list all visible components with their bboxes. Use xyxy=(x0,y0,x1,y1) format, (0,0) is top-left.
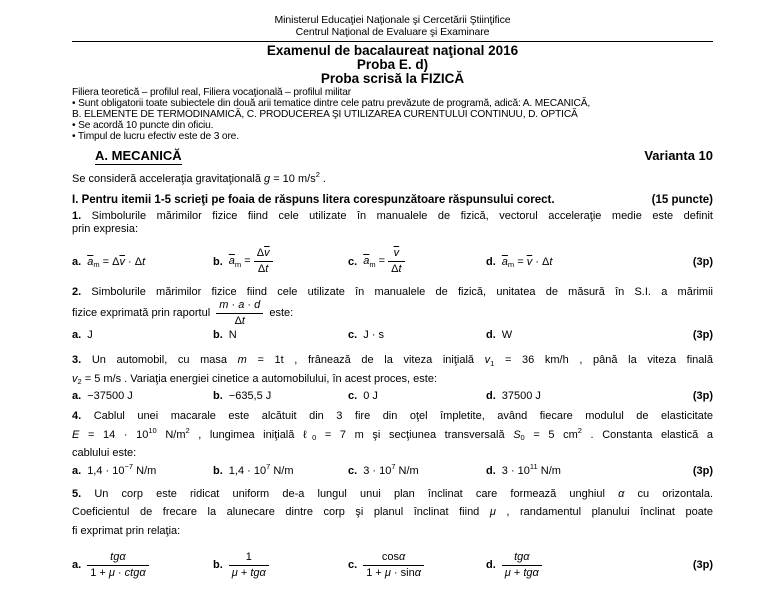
answer-value: −635,5 J xyxy=(228,390,272,403)
answer-value: $1,4 \cdot 10^7$ N/m xyxy=(228,462,294,477)
answer-formula: $\overline{a}_m$ = $\frac{\overline{v}}{\Delta t}$ xyxy=(363,247,404,275)
answer-option-3b xyxy=(213,390,348,402)
evaluation-center-name: Centrul Naţional de Evaluare şi Examinare xyxy=(295,26,490,38)
question-4-text-line-3: cablului este: xyxy=(72,447,137,460)
filiera-line: Filiera teoretică – profilul real, Filiera vocaţională – profilul militar xyxy=(72,87,351,98)
answer-label: d. xyxy=(486,559,496,572)
answer-value: J xyxy=(87,329,93,342)
question-1 xyxy=(72,210,713,283)
exam-proba: Proba E. d) xyxy=(356,57,429,72)
question-4 xyxy=(72,407,713,477)
answer-value: J · s xyxy=(363,329,384,342)
bullet-subjects-line-1: • Sunt obligatorii toate subiectele din două arii tematice dintre cele patru prevăzute de programă, adică: A. MECANICĂ, xyxy=(72,97,591,109)
gravity-note: Se consideră acceleraţia gravitaţională g = 10 $m/s^2$ . xyxy=(72,170,326,185)
answer-label: c. xyxy=(348,559,358,572)
question-5-text-line-2: Coeficientul de frecare la alunecare dintre corp şi planul înclinat fiind μ , randamentul planului înclinat poate xyxy=(72,506,713,519)
question-2 xyxy=(72,286,713,342)
question-5-text-line-1: 5. Un corp este ridicat uniform de-a lungul unui plan înclinat care formează unghiul α cu orizontala. xyxy=(72,487,714,500)
answer-option-4c xyxy=(348,462,486,477)
answer-option-1a xyxy=(72,256,213,268)
answer-option-2b xyxy=(213,329,348,341)
answer-value: 37500 J xyxy=(501,390,541,403)
answer-formula: $\frac{\text{tgα}}{\text{μ + tgα}}$ xyxy=(502,551,542,579)
answer-option-4b xyxy=(213,462,348,477)
answer-label: b. xyxy=(213,464,223,477)
answer-option-3d xyxy=(486,390,693,402)
answer-label: b. xyxy=(213,390,223,403)
answer-value: $1,4 \cdot 10^{-7}$ N/m xyxy=(87,462,157,477)
answer-option-5d xyxy=(486,551,693,579)
answer-option-2a xyxy=(72,329,213,341)
exam-title: Examenul de bacalaureat naţional 2016 xyxy=(266,43,519,58)
answer-option-1c xyxy=(348,247,486,275)
answer-formula: $\frac{1}{\text{μ + tgα}}$ xyxy=(229,551,269,579)
answer-formula: $\overline{a}_m$ = $\frac{\Delta\overline{v}}{\Delta t}$ xyxy=(229,247,273,275)
question-1-answers xyxy=(72,241,713,283)
answer-label: d. xyxy=(486,464,496,477)
question-3-points: (3p) xyxy=(692,390,713,403)
answer-label: c. xyxy=(348,329,358,342)
question-5-text-line-3: fi exprimat prin relaţia: xyxy=(72,524,181,537)
answer-label: a. xyxy=(72,329,82,342)
answer-option-3a xyxy=(72,390,213,402)
question-2-text-line-1: 2. Simbolurile mărimilor fizice fiind cele utilizate în manualele de fizică, unitatea de măsură în S.I. a mărimii xyxy=(72,285,713,298)
answer-label: a. xyxy=(72,390,82,403)
answer-option-3c xyxy=(348,390,486,402)
answer-label: c. xyxy=(348,255,358,268)
question-5-answers xyxy=(72,544,713,586)
answer-value: N xyxy=(228,329,237,342)
question-4-points: (3p) xyxy=(692,464,713,477)
question-4-text-line-1: 4. Cablul unei macarale este alcătuit din 3 fire din oţel împletite, având fiecare modulul de elasticitate xyxy=(72,410,713,423)
answer-formula: $\overline{a}_m = \Delta\overline{v} \cdot \Delta t$ xyxy=(87,255,146,270)
answer-label: b. xyxy=(213,559,223,572)
question-2-text-line-2: fizice exprimată prin raportul $\frac{m \cdot a \cdot d}{\Delta t}$ este: xyxy=(72,299,294,327)
answer-label: c. xyxy=(348,390,358,403)
section-title: A. MECANICĂ xyxy=(95,147,182,163)
answer-label: c. xyxy=(348,464,358,477)
question-5 xyxy=(72,485,713,587)
answer-value: W xyxy=(501,329,513,342)
ministry-name: Ministerul Educaţiei Naţionale şi Cercetării Ştiinţifice xyxy=(274,14,511,26)
question-4-answers xyxy=(72,462,713,477)
answer-option-4a xyxy=(72,462,213,477)
question-1-text-line-2: prin expresia: xyxy=(72,223,139,236)
answer-option-1b xyxy=(213,247,348,275)
answer-option-2c xyxy=(348,329,486,341)
question-1-text-line-1: 1. Simbolurile mărimilor fizice fiind cele utilizate în manualele de fizică, vectorul acceleraţie medie este definit xyxy=(72,209,713,222)
answer-label: a. xyxy=(72,559,82,572)
answer-option-4d xyxy=(486,462,693,477)
question-1-points: (3p) xyxy=(692,255,713,268)
answer-label: a. xyxy=(72,255,82,268)
answer-formula: $\overline{a}_m = \overline{v} \cdot \Delta t$ xyxy=(501,255,553,270)
answer-label: d. xyxy=(486,390,496,403)
answer-option-5b xyxy=(213,551,348,579)
answer-value: $3 \cdot 10^7$ N/m xyxy=(363,462,419,477)
part1-heading xyxy=(72,193,713,207)
question-5-points: (3p) xyxy=(692,559,713,572)
answer-option-2d xyxy=(486,329,693,341)
answer-value: −37500 J xyxy=(87,390,133,403)
answer-value: $3 \cdot 10^{11}$ N/m xyxy=(501,462,561,477)
answer-value: 0 J xyxy=(363,390,378,403)
question-3-answers xyxy=(72,390,713,402)
bullet-subjects-line-2: B. ELEMENTE DE TERMODINAMICĂ, C. PRODUCEREA ŞI UTILIZAREA CURENTULUI CONTINUU, D. OPTICĂ xyxy=(72,108,578,120)
exam-subject: Proba scrisă la FIZICĂ xyxy=(320,71,465,86)
answer-label: d. xyxy=(486,255,496,268)
bullet-work-time: • Timpul de lucru efectiv este de 3 ore. xyxy=(72,130,239,142)
answer-option-1d xyxy=(486,256,693,268)
answer-label: b. xyxy=(213,329,223,342)
part1-points: (15 puncte) xyxy=(651,193,713,206)
part1-instruction: I. Pentru itemii 1-5 scrieţi pe foaia de răspuns litera corespunzătoare răspunsului corect. xyxy=(72,193,555,206)
answer-label: b. xyxy=(213,255,223,268)
question-4-text-line-2: $E = 14 \cdot 10^{10}$ $N/m^2$ , lungimea iniţială ℓ$_0$ = 7 m şi secţiunea transversală $S_0 = 5$ $cm^2$ . Constanta elastică a xyxy=(72,426,713,443)
question-3-text-line-1: 3. Un automobil, cu masa m = 1t , frânează de la viteza iniţială $v_1 = 36$ km/h , până la viteza finală xyxy=(72,354,713,368)
answer-label: a. xyxy=(72,464,82,477)
answer-formula: $\frac{\text{tgα}}{\text{1 + μ · ctgα}}$ xyxy=(87,551,148,579)
question-2-answers xyxy=(72,329,713,341)
bullet-points-oficiu: • Se acordă 10 puncte din oficiu. xyxy=(72,119,214,131)
question-3 xyxy=(72,351,713,402)
answer-formula: $\frac{\cos\alpha}{1 + \mu \cdot \sin\alpha}$ xyxy=(363,551,424,579)
variant-label: Varianta 10 xyxy=(644,147,713,163)
question-3-text-line-2: $v_2 = 5$ m/s . Variaţia energiei cinetice a automobilului, în acest proces, este: xyxy=(72,372,438,387)
answer-option-5a xyxy=(72,551,213,579)
exam-preamble xyxy=(72,88,713,143)
answer-option-5c xyxy=(348,551,486,579)
section-header xyxy=(72,148,713,165)
header-divider xyxy=(72,41,713,42)
question-2-points: (3p) xyxy=(692,329,713,342)
answer-label: d. xyxy=(486,329,496,342)
